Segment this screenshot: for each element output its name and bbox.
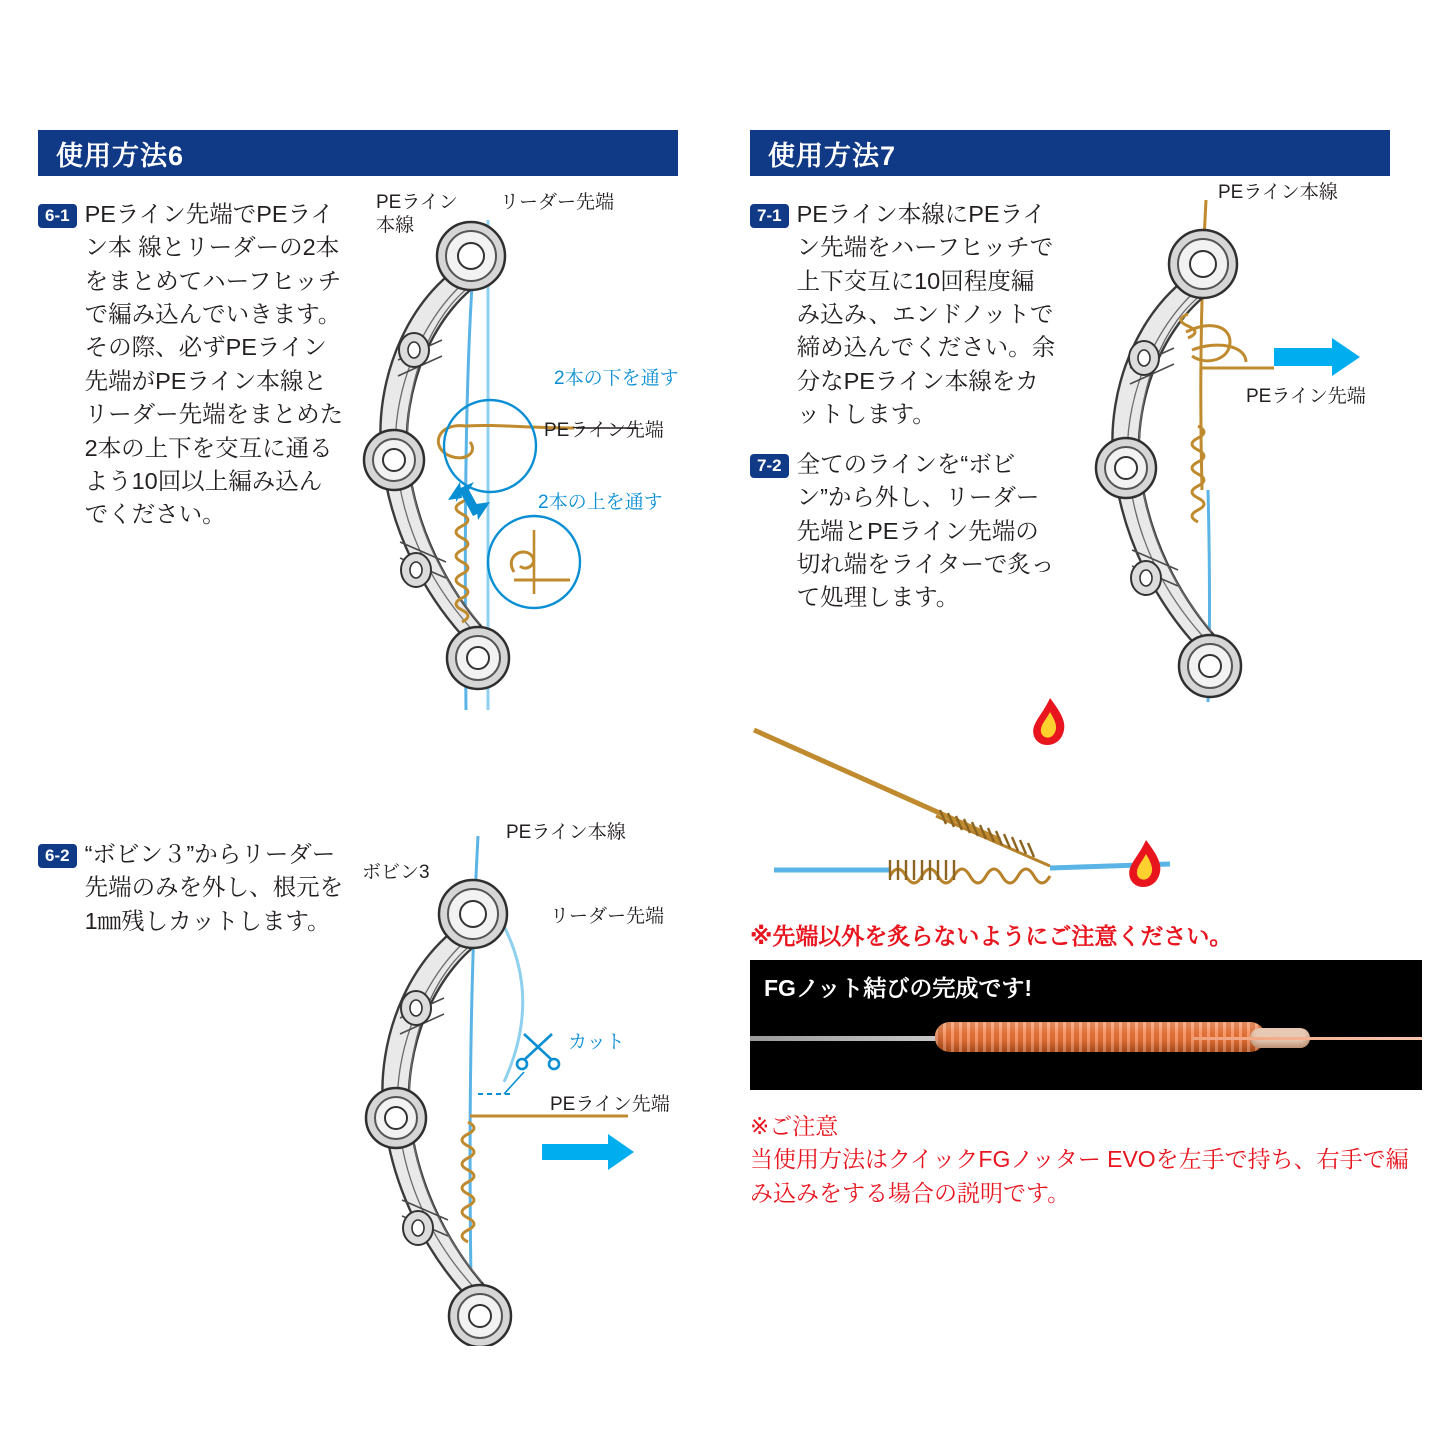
section-7-header: 使用方法7 bbox=[750, 130, 1390, 176]
step-7-1-number: 7-1 bbox=[750, 204, 789, 228]
step-7-2-number: 7-2 bbox=[750, 454, 789, 478]
step-6-1 bbox=[38, 192, 679, 758]
figure-6-2-svg bbox=[328, 826, 678, 1346]
step-6-1-number: 6-1 bbox=[38, 204, 77, 228]
step-6-2-number: 6-2 bbox=[38, 844, 77, 868]
step-6-1-text: PEライン先端でPEライン本 線とリーダーの2本をまとめてハーフヒッチで編み込んでいきます。その際、必ずPEライン先端がPEライン本線とリーダー先端をまとめた2本の上下を交互に通るよう10回以上編み込んでください。 bbox=[84, 201, 344, 528]
step-7-2-text: 全てのラインを“ボビン”から外し、リーダー先端とPEライン先端の切れ端をライターで炙って処理します。 bbox=[796, 451, 1055, 611]
step-7-1-text: PEライン本線にPEライン先端をハーフヒッチで上下交互に10回程度編み込み、エンドノットで締め込んでください。余分なPEライン本線をカットします。 bbox=[796, 201, 1056, 428]
section-7 bbox=[750, 130, 1409, 1206]
label-over-two: 2本の上を通す bbox=[538, 492, 663, 513]
label-pe-tip-6-1: PEライン先端 bbox=[544, 420, 664, 441]
label-pe-main-7-1: PEライン本線 bbox=[1218, 182, 1338, 203]
figure-7-2 bbox=[750, 690, 1410, 910]
section-6-header: 使用方法6 bbox=[38, 130, 678, 176]
figure-7-1 bbox=[1060, 182, 1390, 710]
figure-6-1 bbox=[338, 190, 678, 730]
flame-icon-bottom bbox=[1129, 840, 1160, 887]
flame-icon-top bbox=[1033, 698, 1064, 745]
figure-7-1-svg bbox=[1060, 190, 1390, 710]
label-cut: カット bbox=[568, 1032, 625, 1053]
caution-block bbox=[750, 1110, 1430, 1210]
photo-leader-line bbox=[1192, 1037, 1422, 1040]
label-bobbin3: ボビン3 bbox=[362, 862, 430, 883]
label-pe-main-6-1: PEライン 本線 bbox=[376, 192, 458, 236]
label-leader-tip-6-2: リーダー先端 bbox=[550, 906, 665, 927]
caution-title: ※ご注意 bbox=[750, 1113, 839, 1139]
photo-caption: FGノット結びの完成です! bbox=[764, 975, 1032, 1001]
step-6-2 bbox=[38, 822, 678, 1378]
figure-6-1-svg bbox=[338, 190, 678, 730]
label-pe-tip-7-1: PEライン先端 bbox=[1246, 386, 1366, 407]
finished-knot-photo bbox=[750, 960, 1422, 1090]
figure-6-2 bbox=[328, 822, 678, 1346]
label-leader-tip-6-1: リーダー先端 bbox=[500, 192, 615, 213]
label-under-two: 2本の下を通す bbox=[554, 368, 679, 389]
figure-7-2-svg bbox=[750, 690, 1410, 910]
label-pe-main-6-2: PEライン本線 bbox=[506, 822, 626, 843]
section-6 bbox=[38, 130, 678, 1378]
caution-body: 当使用方法はクイックFGノッター EVOを左手で持ち、右手で編み込みをする場合の説明です。 bbox=[750, 1146, 1409, 1206]
step-6-2-text: “ボビン３”からリーダー先端のみを外し、根元を1㎜残しカットします。 bbox=[84, 841, 344, 934]
label-pe-tip-6-2: PEライン先端 bbox=[550, 1094, 670, 1115]
warning-text: ※先端以外を炙らないようにご注意ください。 bbox=[750, 923, 1233, 949]
